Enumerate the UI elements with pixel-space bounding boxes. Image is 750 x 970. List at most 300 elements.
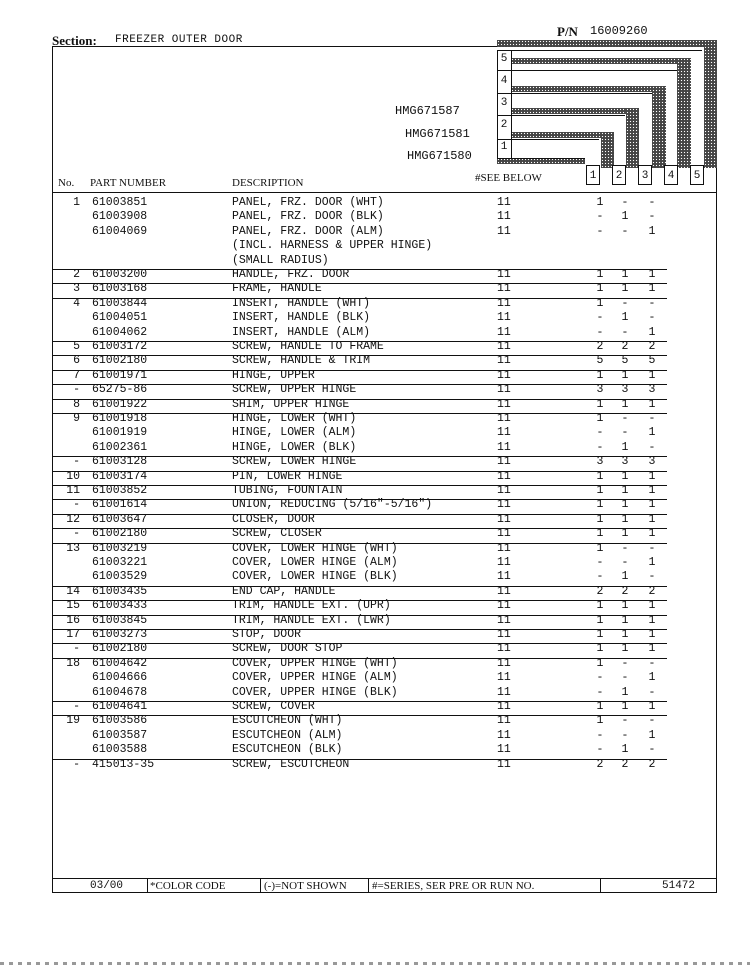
cell-desc: PANEL, FRZ. DOOR (BLK) [232,210,384,224]
model-number: HMG671580 [407,149,472,163]
cell-desc: HINGE, UPPER [232,368,315,382]
cell-qty: 1 [596,512,604,526]
cell-qty: 5 [596,354,604,368]
cell-qty: 1 [621,440,629,454]
row-divider [52,283,667,284]
cell-see: 11 [497,642,511,656]
cell-qty: - [596,728,604,742]
cell-part: 61003587 [92,728,148,742]
cell-qty: 1 [596,541,604,555]
cell-qty: 1 [596,412,604,425]
cell-qty: - [596,440,604,454]
cell-qty: - [596,685,604,699]
table-row [0,614,750,628]
cell-qty: 1 [596,656,604,670]
row-divider [52,471,667,472]
row-divider [52,456,667,457]
cell-no: 8 [73,397,80,411]
table-row [0,268,750,282]
cell-desc: COVER, LOWER HINGE (WHT) [232,541,398,555]
cell-see: 11 [497,426,511,440]
cell-qty: - [596,570,604,584]
cell-part: 61001922 [92,397,148,411]
row-divider [52,499,667,500]
cell-see: 11 [497,685,511,699]
cell-qty: 1 [621,368,629,382]
row-divider [52,355,667,356]
row-divider [52,643,667,644]
cell-qty: 1 [648,469,656,483]
cell-no: 11 [66,484,80,497]
cell-no: 15 [66,599,80,613]
cell-qty: 1 [596,368,604,382]
table-row [0,282,750,296]
cell-qty: 1 [621,210,629,224]
table-row [0,311,750,325]
cell-no: 1 [73,196,80,209]
cell-desc: TRIM, HANDLE EXT. (UPR) [232,599,391,613]
cell-qty: - [648,296,656,310]
cell-see: 11 [497,541,511,555]
cell-see: 11 [497,296,511,310]
model-number: HMG671581 [405,127,470,141]
cell-part: 61004678 [92,685,148,699]
cell-qty: - [621,541,629,555]
table-row [0,743,750,757]
cell-qty: - [596,671,604,685]
cell-desc: INSERT, HANDLE (ALM) [232,325,371,339]
cell-part: 61001614 [92,498,148,512]
cell-no: 10 [66,469,80,483]
cell-see: 11 [497,671,511,685]
table-row [0,426,750,440]
cell-desc: SCREW, DOOR STOP [232,642,343,656]
cell-part: 61001919 [92,426,148,440]
table-row [0,542,750,556]
table-row [0,758,750,772]
cell-part: 61004069 [92,224,148,238]
cell-desc: COVER, UPPER HINGE (ALM) [232,671,398,685]
cell-no: 5 [73,340,80,353]
table-row [0,657,750,671]
table-row [0,484,750,498]
cell-see: 11 [497,210,511,224]
cell-desc: ESCUTCHEON (ALM) [232,728,343,742]
cell-qty: 3 [621,383,629,397]
cell-see: 11 [497,397,511,411]
cell-qty: - [648,196,656,209]
cell-see: 11 [497,728,511,742]
cell-see: 11 [497,714,511,728]
cell-qty: - [648,743,656,757]
cell-see: 11 [497,484,511,497]
cell-part: 61002180 [92,642,148,656]
cell-part: 61003219 [92,541,148,555]
cell-see: 11 [497,757,511,771]
cell-see: 11 [497,599,511,613]
cell-see: 11 [497,743,511,757]
cell-qty: 1 [621,268,629,281]
cell-desc: SCREW, UPPER HINGE [232,383,357,397]
cell-part: 61003586 [92,714,148,728]
row-divider [52,759,667,760]
cell-qty: 3 [596,383,604,397]
cell-qty: 1 [596,498,604,512]
cell-part: 61003845 [92,613,148,627]
cell-part: 61003647 [92,512,148,526]
cell-no: 16 [66,613,80,627]
cell-qty: 1 [621,527,629,541]
cell-qty: 5 [621,354,629,368]
col-header-5: 5 [690,165,704,185]
cell-see: 11 [497,311,511,325]
col-header-part-number: PART NUMBER [90,177,167,189]
cell-qty: - [621,671,629,685]
cell-qty: 1 [596,527,604,541]
cell-qty: 1 [621,311,629,325]
key-box-5: 5 [500,53,508,65]
cell-desc: COVER, UPPER HINGE (BLK) [232,685,398,699]
table-row [0,441,750,455]
table-row [0,686,750,700]
cell-see: 11 [497,440,511,454]
footer-not-shown: (-)=NOT SHOWN [264,880,347,892]
cell-qty: 1 [648,527,656,541]
section-title: FREEZER OUTER DOOR [115,34,243,46]
cell-see: 11 [497,383,511,397]
row-divider [52,384,667,385]
cell-qty: 1 [648,268,656,281]
cell-qty: - [596,426,604,440]
cell-desc: SCREW, HANDLE & TRIM [232,354,371,368]
cell-part: 61003844 [92,296,148,310]
cell-part: 61002180 [92,527,148,541]
cell-qty: - [621,728,629,742]
cell-qty: 2 [648,584,656,598]
cell-qty: - [621,426,629,440]
footer-color-code: *COLOR CODE [150,880,226,892]
cell-desc: ESCUTCHEON (WHT) [232,714,343,728]
cell-part: 61003172 [92,340,148,353]
cell-qty: - [621,296,629,310]
cell-no: - [73,383,80,397]
cell-qty: 2 [596,757,604,771]
cell-see: 11 [497,656,511,670]
cell-qty: 1 [596,268,604,281]
cell-qty: - [648,210,656,224]
cell-desc: SCREW, ESCUTCHEON [232,757,350,771]
cell-see: 11 [497,613,511,627]
table-row [0,239,750,253]
table-row [0,585,750,599]
cell-qty: 2 [621,757,629,771]
cell-no: 4 [73,296,80,310]
col-header-2: 2 [612,165,626,185]
cell-part: 61004641 [92,700,148,713]
cell-qty: 1 [648,325,656,339]
table-row [0,297,750,311]
cell-qty: 1 [621,685,629,699]
row-divider [52,615,667,616]
cell-qty: 3 [596,455,604,469]
cell-qty: 1 [621,282,629,296]
section-label: Section: [52,33,97,48]
cell-desc: UNION, REDUCING (5/16"-5/16") [232,498,433,512]
cell-qty: 1 [621,498,629,512]
table-row [0,556,750,570]
row-divider [52,485,667,486]
cell-see: 11 [497,628,511,641]
cell-qty: 1 [596,196,604,209]
cell-qty: - [648,656,656,670]
cell-no: 3 [73,282,80,296]
cell-no: 13 [66,541,80,555]
cell-part: 61003174 [92,469,148,483]
cell-part: 61003128 [92,455,148,469]
cell-qty: 1 [648,556,656,569]
cell-no: - [73,527,80,541]
row-divider [52,701,667,702]
cell-see: 11 [497,340,511,353]
table-row [0,196,750,210]
cell-desc: HINGE, LOWER (BLK) [232,440,357,454]
cell-desc: COVER, UPPER HINGE (WHT) [232,656,398,670]
key-box-2: 2 [500,119,508,131]
row-divider [52,370,667,371]
cell-qty: - [596,210,604,224]
cell-part: 61003273 [92,628,148,641]
key-box-4: 4 [500,75,508,87]
row-divider [52,586,667,587]
cell-see: 11 [497,412,511,425]
cell-part: 61003852 [92,484,148,497]
row-divider [52,514,667,515]
cell-no: 7 [73,368,80,382]
cell-qty: 2 [596,584,604,598]
cell-qty: 1 [621,599,629,613]
cell-desc: CLOSER, DOOR [232,512,315,526]
cell-see: 11 [497,368,511,382]
cell-qty: 1 [648,224,656,238]
table-row [0,369,750,383]
cell-qty: 1 [596,484,604,497]
cell-desc: SCREW, HANDLE TO FRAME [232,340,384,353]
cell-qty: 1 [648,282,656,296]
table-row [0,714,750,728]
cell-no: 14 [66,584,80,598]
cell-part: 61002361 [92,440,148,454]
row-divider [52,341,667,342]
cell-qty: 3 [648,383,656,397]
table-row [0,326,750,340]
cell-qty: 1 [621,700,629,713]
cell-qty: 1 [648,426,656,440]
cell-qty: - [596,325,604,339]
table-row [0,383,750,397]
table-row [0,412,750,426]
cell-desc: SCREW, CLOSER [232,527,322,541]
cell-qty: 3 [648,455,656,469]
cell-qty: - [596,224,604,238]
cell-desc: SCREW, LOWER HINGE [232,455,357,469]
cell-see: 11 [497,224,511,238]
cell-qty: 1 [621,397,629,411]
cell-qty: - [621,714,629,728]
cell-desc: (SMALL RADIUS) [232,253,329,267]
cell-qty: - [621,224,629,238]
cell-desc: STOP, DOOR [232,628,302,641]
cell-qty: - [621,412,629,425]
cell-no: 6 [73,354,80,368]
cell-no: - [73,757,80,771]
cell-desc: TUBING, FOUNTAIN [232,484,343,497]
col-header-no: No. [58,177,75,189]
cell-desc: PIN, LOWER HINGE [232,469,343,483]
cell-qty: 1 [621,642,629,656]
cell-no: - [73,498,80,512]
cell-part: 61004051 [92,311,148,325]
cell-part: 61001918 [92,412,148,425]
row-divider [52,528,667,529]
cell-part: 61003200 [92,268,148,281]
cell-qty: 2 [648,340,656,353]
cell-qty: 1 [621,512,629,526]
table-row [0,398,750,412]
cell-qty: 1 [596,469,604,483]
cell-qty: - [648,685,656,699]
table-row [0,498,750,512]
table-row [0,729,750,743]
cell-see: 11 [497,282,511,296]
cell-desc: SCREW, COVER [232,700,315,713]
cell-qty: 1 [596,628,604,641]
cell-part: 415013-35 [92,757,155,771]
table-row [0,527,750,541]
part-number-value: 16009260 [590,24,648,38]
cell-part: 61003851 [92,196,148,209]
col-header-3: 3 [638,165,652,185]
cell-see: 11 [497,354,511,368]
cell-part: 61003221 [92,556,148,569]
col-header-description: DESCRIPTION [232,177,304,189]
cell-qty: 1 [648,628,656,641]
cell-no: 17 [66,628,80,641]
key-box-1: 1 [500,141,508,153]
cell-no: 12 [66,512,80,526]
cell-qty: 5 [648,354,656,368]
cell-qty: - [596,743,604,757]
cell-desc: INSERT, HANDLE (BLK) [232,311,371,325]
cell-see: 11 [497,700,511,713]
part-number-label: P/N [557,24,578,39]
table-row [0,340,750,354]
cell-qty: 1 [621,484,629,497]
cell-qty: 1 [648,498,656,512]
cell-desc: SHIM, UPPER HINGE [232,397,350,411]
row-divider [52,298,667,299]
cell-desc: ESCUTCHEON (BLK) [232,743,343,757]
cell-qty: - [621,196,629,209]
cell-qty: 1 [596,282,604,296]
footer-doc-number: 51472 [662,880,696,892]
cell-no: - [73,700,80,713]
table-row [0,642,750,656]
cell-qty: - [596,311,604,325]
cell-part: 61003435 [92,584,148,598]
cell-qty: 2 [596,340,604,353]
cell-qty: - [648,412,656,425]
table-row [0,700,750,714]
cell-qty: 1 [648,613,656,627]
table-row [0,599,750,613]
cell-qty: - [621,325,629,339]
cell-qty: - [621,656,629,670]
cell-see: 11 [497,527,511,541]
cell-no: 19 [66,714,80,728]
cell-qty: 1 [648,397,656,411]
cell-see: 11 [497,512,511,526]
row-divider [52,600,667,601]
cell-see: 11 [497,498,511,512]
footer-date: 03/00 [90,880,124,892]
table-row [0,570,750,584]
cell-qty: - [596,556,604,569]
row-divider [52,543,667,544]
cell-desc: END CAP, HANDLE [232,584,336,598]
cell-desc: HINGE, LOWER (WHT) [232,412,357,425]
scan-edge [0,962,750,965]
cell-no: 2 [73,268,80,281]
cell-part: 61003908 [92,210,148,224]
cell-qty: - [648,440,656,454]
table-row [0,671,750,685]
cell-no: 9 [73,412,80,425]
footer-series-note: #=SERIES, SER PRE OR RUN NO. [372,880,535,892]
cell-qty: 1 [648,728,656,742]
cell-desc: PANEL, FRZ. DOOR (ALM) [232,224,384,238]
cell-desc: TRIM, HANDLE EXT. (LWR) [232,613,391,627]
cell-qty: 1 [621,469,629,483]
table-row [0,210,750,224]
cell-part: 61004062 [92,325,148,339]
cell-part: 61003529 [92,570,148,584]
cell-qty: 2 [621,584,629,598]
cell-qty: 1 [648,642,656,656]
model-number: HMG671587 [395,104,460,118]
cell-qty: 1 [621,570,629,584]
cell-qty: 1 [596,296,604,310]
cell-desc: COVER, LOWER HINGE (ALM) [232,556,398,569]
cell-qty: 1 [648,512,656,526]
cell-qty: 1 [648,700,656,713]
row-divider [52,413,667,414]
cell-see: 11 [497,584,511,598]
cell-part: 61003168 [92,282,148,296]
cell-qty: 3 [621,455,629,469]
cell-qty: 1 [596,642,604,656]
row-divider [52,629,667,630]
cell-qty: 1 [596,700,604,713]
cell-qty: 1 [648,368,656,382]
cell-qty: 1 [648,599,656,613]
cell-see: 11 [497,570,511,584]
cell-qty: 2 [648,757,656,771]
cell-qty: 1 [648,484,656,497]
cell-qty: 1 [596,714,604,728]
cell-desc: FRAME, HANDLE [232,282,322,296]
cell-qty: - [648,541,656,555]
cell-qty: 1 [596,397,604,411]
